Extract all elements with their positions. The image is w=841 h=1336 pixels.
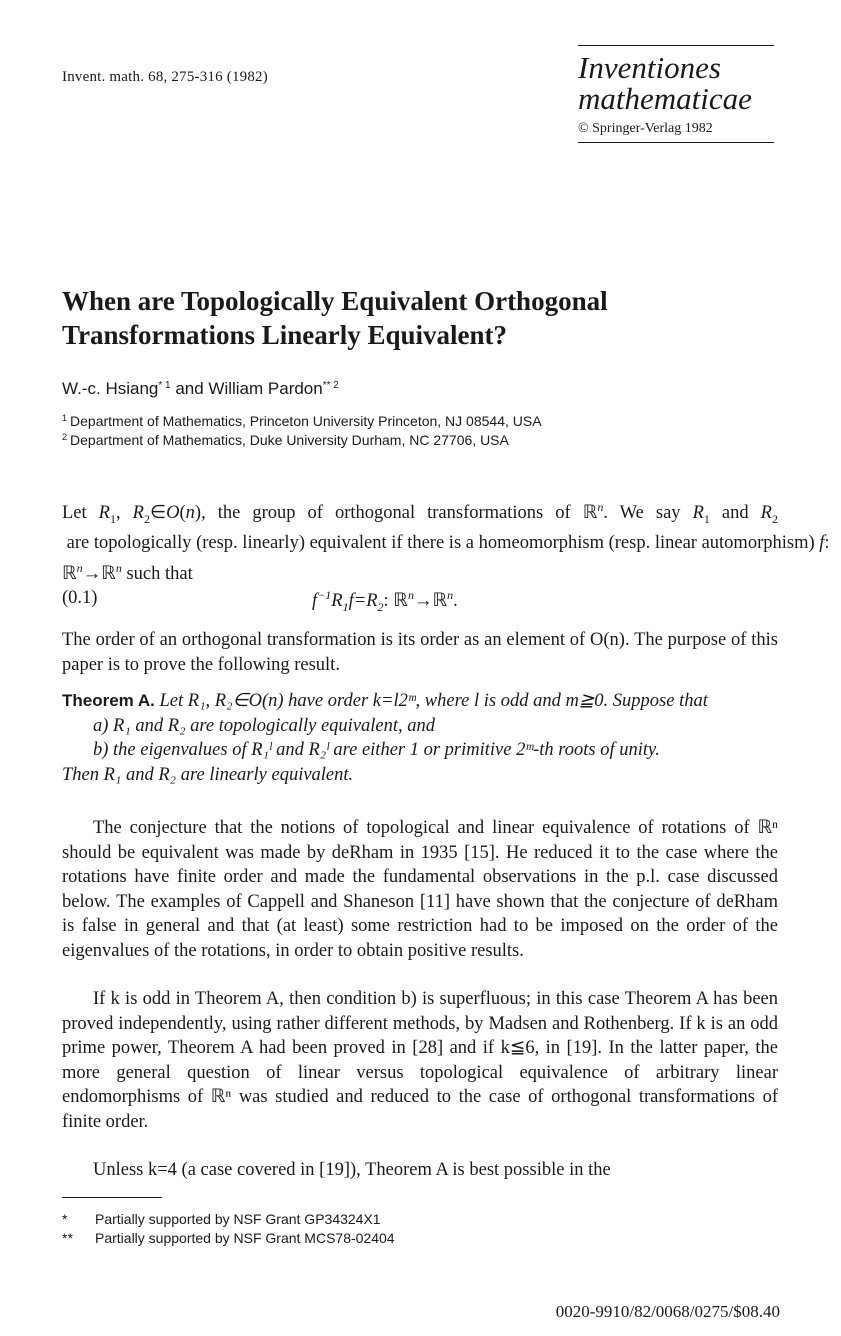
text-run: such that <box>121 564 193 584</box>
theorem-conclusion: Then R₁ and R₂ are linearly equivalent. <box>62 764 354 785</box>
footnote <box>62 1230 395 1246</box>
math: R <box>98 503 110 524</box>
paragraph: Let $R_1$, $R_2\in O(n)$, the group of orthogonal transformations of ℝ$^n$. We say $R_1$ and $R_2$ are topologically (resp. linearly) equivalent if there is a homeomorphism (resp. linear automorphism) f: ℝ$^n$→ℝ$^n$ such that <box>62 500 830 584</box>
theorem-a <box>62 689 778 787</box>
paragraph: If k is odd in Theorem A, then condition b) is superfluous; in this case Theorem A has been proved independently, using rather different methods, by Madsen and Rothenberg. If k is an odd prime power, Theorem A had been proved in [28] and if k≦6, in [19]. In the latter paper, the more general question of linear versus topological equivalence of arbitrary linear endomorphisms of ℝⁿ was studied and reduced to the case of orthogonal transformations of finite order. <box>62 989 778 1132</box>
theorem-label: Theorem A. <box>62 691 155 710</box>
publisher-code: 0020-9910/82/0068/0275/$08.40 <box>555 1302 780 1321</box>
journal-masthead <box>578 45 774 143</box>
math: 2 <box>771 511 778 526</box>
affiliation-text: Department of Mathematics, Princeton University Princeton, NJ 08544, USA <box>70 413 542 429</box>
paragraph: The conjecture that the notions of topological and linear equivalence of rotations of ℝⁿ should be equivalent was made by deRham in 1935 [15]. He reduced it to the case where the rotations have finite order and made the fundamental observations in the p.l. case discussed below. The examples of Cappell and Shaneson [11] have shown that the conjecture of deRham is false in general and that (at least) some restriction had to be imposed on the order of the eigenvalues of the rotations, in order to obtain positive results. <box>62 818 778 961</box>
journal-title-line1: Inventiones <box>578 50 721 85</box>
footnote-rule <box>62 1197 162 1198</box>
math: 2 <box>143 511 150 526</box>
paper-title-line2: Transformations Linearly Equivalent? <box>62 320 508 350</box>
math: n <box>185 503 195 524</box>
paper-title <box>62 284 782 352</box>
theorem-text: Let R₁, R₂∈O(n) have order k=l2ᵐ, where l is odd and m≧0. Suppose that <box>159 691 708 711</box>
affiliation <box>62 432 509 448</box>
affiliation-number: 2 <box>62 432 68 442</box>
equation-number: (0.1) <box>62 588 98 608</box>
footnote-text: Partially supported by NSF Grant MCS78-02404 <box>95 1230 395 1246</box>
math: n <box>597 500 604 514</box>
affiliation <box>62 413 542 429</box>
text-run: are topologically (resp. linearly) equivalent if there is a homeomorphism (resp. linear automorphism) <box>62 533 820 554</box>
journal-citation: Invent. math. 68, 275-316 (1982) <box>62 69 268 85</box>
footnote-mark: ** <box>62 1230 73 1246</box>
math: R <box>132 503 144 524</box>
math: 1 <box>703 511 710 526</box>
equation-expression: $f^{-1}R_1f=R_2$: ℝ$^n$→ℝ$^n$. <box>312 588 458 614</box>
math: R <box>760 503 772 524</box>
theorem-condition-b: b) the eigenvalues of R₁ˡ and R₂ˡ are either 1 or primitive 2ᵐ-th roots of unity. <box>93 740 660 760</box>
paragraph: The order of an orthogonal transformation is its order as an element of O(n). The purpose of this paper is to prove the following result. <box>62 630 778 675</box>
footnote-text: Partially supported by NSF Grant GP34324X1 <box>95 1211 381 1227</box>
footnote-mark: * <box>62 1211 68 1227</box>
text-run: , the group of orthogonal transformations of <box>201 503 583 524</box>
author-conjunction: and <box>170 379 209 398</box>
theorem-statement <box>62 689 778 714</box>
paper-title-line1: When are Topologically Equivalent Orthogonal <box>62 286 608 316</box>
author-name: W.-c. Hsiang <box>62 379 159 398</box>
footnote <box>62 1211 381 1227</box>
math: 1 <box>109 511 116 526</box>
math: f <box>819 533 825 554</box>
intro-paragraph <box>62 495 830 587</box>
journal-title-line2: mathematicae <box>578 81 752 116</box>
affiliation-text: Department of Mathematics, Duke University Durham, NC 27706, USA <box>70 432 509 448</box>
author-line <box>62 379 339 399</box>
text-run: and <box>709 503 761 524</box>
paragraph: Unless k=4 (a case covered in [19]), Theorem A is best possible in the <box>93 1160 611 1180</box>
math: O <box>166 503 180 524</box>
math: n <box>115 560 122 575</box>
author-name: William Pardon <box>208 379 323 398</box>
text-run: . We say <box>603 503 693 524</box>
author-footnote-mark: * 1 <box>158 380 171 391</box>
theorem-condition-a: a) R₁ and R₂ are topologically equivalent, and <box>93 715 436 736</box>
math: R <box>692 503 704 524</box>
author-footnote-mark: ** 2 <box>322 380 339 391</box>
affiliation-number: 1 <box>62 413 68 423</box>
math: n <box>76 560 83 575</box>
copyright-notice: © Springer-Verlag 1982 <box>578 121 713 136</box>
text-run: Let <box>62 503 99 524</box>
